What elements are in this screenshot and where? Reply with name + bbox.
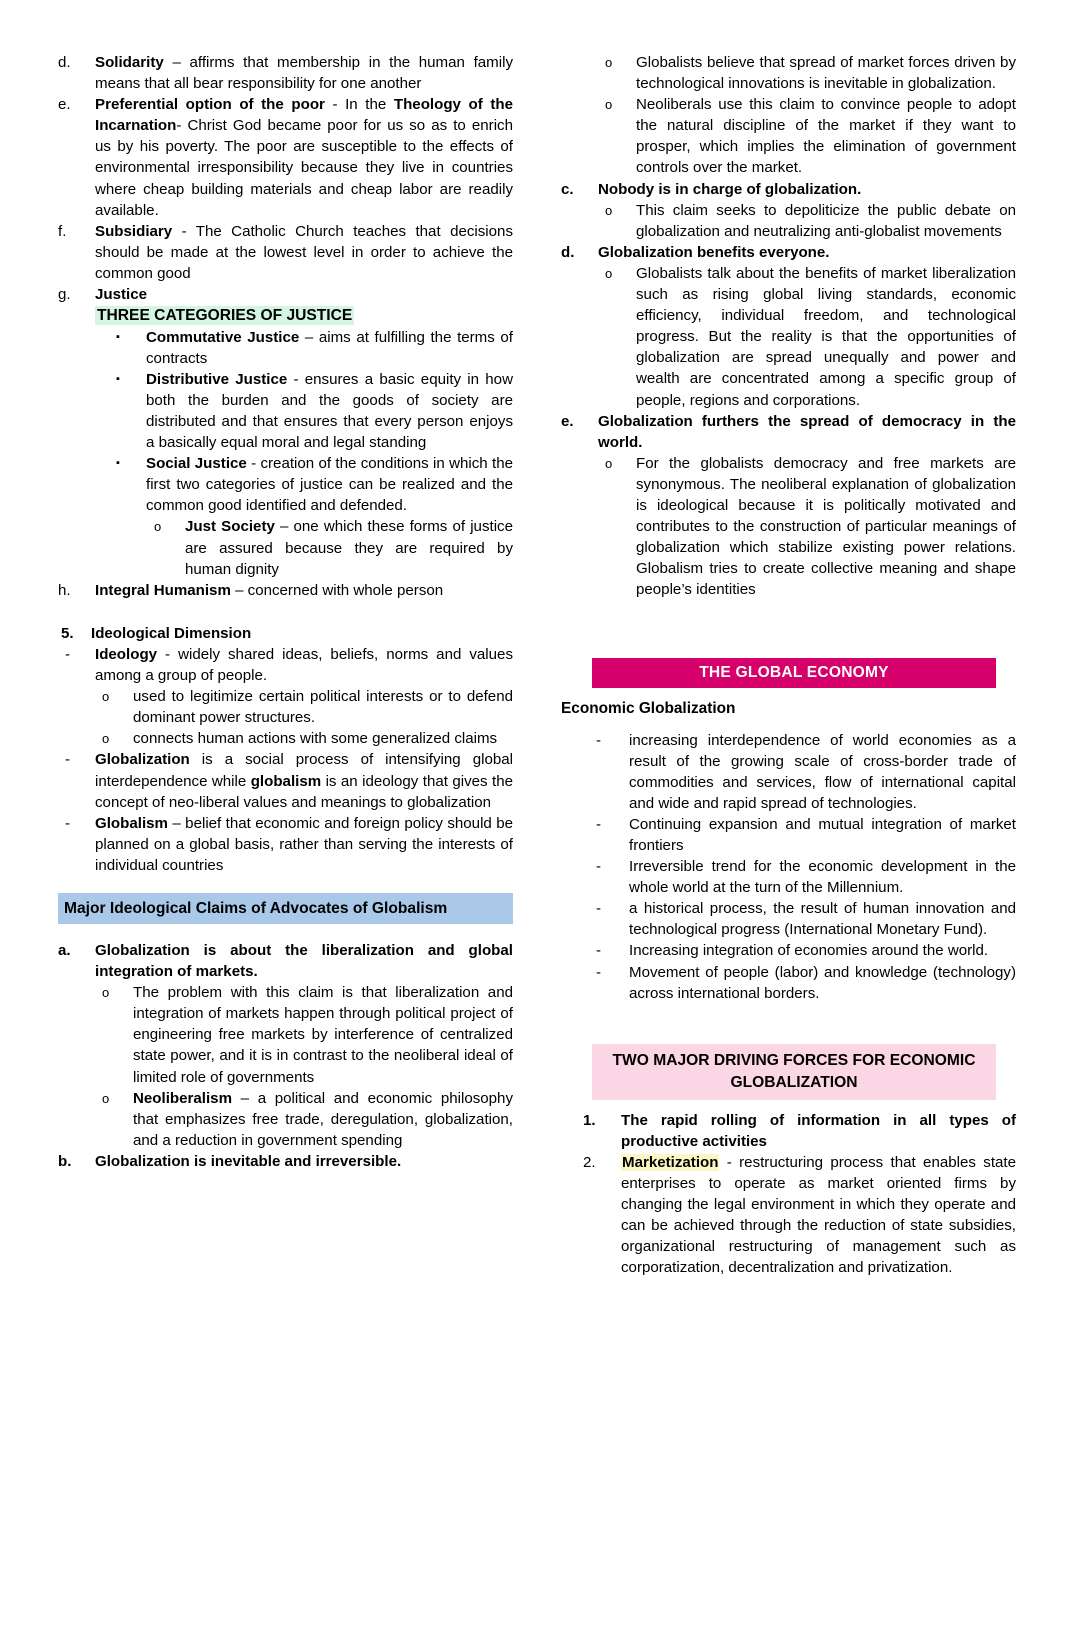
circle-bullet-icon: o <box>605 55 613 70</box>
dash-bullet-icon: - <box>596 858 602 876</box>
list-marker: 5. <box>61 624 74 642</box>
term-distributive-justice: Distributive Justice <box>146 370 288 388</box>
dash-bullet-icon: - <box>65 645 71 663</box>
circle-bullet-icon: o <box>102 985 110 1001</box>
definition-social-justice: - creation of the conditions in which the first two categories of justice can be realized and the common good identified and defended. <box>146 455 513 515</box>
term-neoliberalism: Neoliberalism <box>133 1089 232 1107</box>
right-top-bullet-1-text: Globalists believe that spread of market forces driven by technological innovations is inevitable in globalization. <box>636 54 1016 93</box>
list-marker: h. <box>58 581 71 599</box>
claim-c-sub-1 <box>561 200 1016 242</box>
spacer <box>561 688 1016 698</box>
ideology-sub-text-2: connects human actions with some generalized claims <box>133 730 498 748</box>
claim-a-sub-1-text: The problem with this claim is that liberalization and integration of markets happen through political project of engineering free markets by interference of centralized state power, and it is in contrast to the neoliberal ideal of limited role of governments <box>133 984 513 1086</box>
spacer <box>561 1004 1016 1044</box>
dash-bullet-icon: - <box>596 731 602 749</box>
economic-bullet-6-text: Movement of people (labor) and knowledge (technology) across international borders. <box>629 963 1016 1002</box>
dash-bullet-icon: - <box>596 963 602 981</box>
economic-bullet-4-text: a historical process, the result of human innovation and technological progress (International Monetary Fund). <box>629 900 1016 939</box>
spacer <box>561 1100 1016 1110</box>
dash-bullet-icon: - <box>65 751 71 769</box>
driving-force-1-text: The rapid rolling of information in all types of productive activities <box>621 1111 1016 1150</box>
term-preferential-option: Preferential option of the poor <box>95 96 325 114</box>
economic-bullet-5-text: Increasing integration of economies around the world. <box>629 942 989 960</box>
list-item-ideology-sub-1 <box>58 686 513 728</box>
term-globalization: Globalization <box>95 751 190 769</box>
list-marker: 2. <box>583 1153 596 1171</box>
right-top-bullet-2-text: Neoliberals use this claim to convince people to adopt the natural discipline of the market if they want to prosper, which implies the elimination of government controls over the market. <box>636 96 1016 177</box>
circle-bullet-icon: o <box>605 265 613 281</box>
list-marker: f. <box>58 222 67 240</box>
definition-distributive-justice: - ensures a basic equity in how both the burden and the goods of society are distributed and that ensures that every person enjoys a basically equal moral and legal standing <box>146 370 513 452</box>
square-bullet-icon: ▪ <box>116 372 120 385</box>
definition-neoliberalism: – a political and economic philosophy that emphasizes free trade, deregulation, globalization, and a reduction in government spending <box>133 1089 513 1149</box>
dash-bullet-icon: - <box>596 900 602 918</box>
section-spacer <box>58 601 513 623</box>
list-item-commutative-justice <box>58 327 513 369</box>
term-globalism: Globalism <box>95 814 168 832</box>
economic-bullet-2 <box>561 814 1016 856</box>
claim-d-sub-1 <box>561 263 1016 411</box>
three-categories-heading: THREE CATEGORIES OF JUSTICE <box>97 307 353 325</box>
term-commutative-justice: Commutative Justice <box>146 328 300 346</box>
list-item-justice <box>58 284 513 305</box>
list-marker: g. <box>58 286 71 304</box>
list-item-distributive-justice <box>58 369 513 453</box>
circle-bullet-icon: o <box>102 731 110 747</box>
list-item-social-justice <box>58 453 513 516</box>
claim-e-title: Globalization furthers the spread of democracy in the world. <box>598 412 1016 451</box>
list-item-globalization <box>58 749 513 812</box>
definition-integral-humanism: – concerned with whole person <box>230 581 444 599</box>
economic-bullet-3 <box>561 856 1016 898</box>
right-column <box>561 52 1016 1279</box>
section-ideological-dimension <box>58 623 513 644</box>
claim-c-sub-1-text: This claim seeks to depoliticize the public debate on globalization and neutralizing anti-globalist movements <box>636 201 1016 240</box>
economic-bullet-3-text: Irreversible trend for the economic development in the whole world at the turn of the Millennium. <box>629 858 1016 897</box>
section-title-ideological-dimension: Ideological Dimension <box>91 624 252 642</box>
spacer <box>561 600 1016 658</box>
list-item-ideology <box>58 644 513 686</box>
economic-globalization-heading: Economic Globalization <box>561 700 736 718</box>
term-justice: Justice <box>95 286 148 304</box>
list-marker: e. <box>58 96 71 114</box>
term-globalism-inline: globalism <box>250 772 322 790</box>
claim-d-sub-1-text: Globalists talk about the benefits of market liberalization such as rising global living standards, economic efficiency, individual freedom, and technological progress. But the reality is that the opportunities of globalization are spread unequally and power and wealth are concentrated among a specific group of people, regions and corporations. <box>636 264 1016 409</box>
circle-bullet-icon: o <box>102 689 110 705</box>
claim-d-title: Globalization benefits everyone. <box>598 243 830 261</box>
term-just-society: Just Society <box>185 518 275 536</box>
economic-bullet-4 <box>561 898 1016 940</box>
connector-text: - In the <box>324 96 394 114</box>
global-economy-banner: THE GLOBAL ECONOMY <box>592 658 996 688</box>
term-marketization: Marketization <box>622 1153 719 1171</box>
claim-e-sub-1-text: For the globalists democracy and free markets are synonymous. The neoliberal explanation of globalization is ideological because it is politically motivated and contributes to the construction of particular meanings of globalization which stabilize existing power relations. Globalism tries to create collective meaning and shape people’s identities <box>636 454 1016 599</box>
definition-solidarity: – affirms that membership in the human family means that all bear responsibility for one another <box>95 54 513 93</box>
list-item-solidarity <box>58 52 513 94</box>
claim-a-sub-1 <box>58 982 513 1087</box>
list-marker: d. <box>561 243 575 261</box>
circle-bullet-icon: o <box>102 1090 110 1106</box>
list-item-just-society <box>58 516 513 579</box>
right-top-bullet-2 <box>561 94 1016 178</box>
claim-a <box>58 940 513 982</box>
square-bullet-icon: ▪ <box>116 457 120 470</box>
definition-globalism: – belief that economic and foreign policy should be planned on a global basis, rather than serving the interests of individual countries <box>95 814 513 874</box>
dash-bullet-icon: - <box>596 815 602 833</box>
claim-a-title: Globalization is about the liberalization and global integration of markets. <box>95 941 513 981</box>
list-marker: c. <box>561 180 574 198</box>
ideology-sub-text-1: used to legitimize certain political interests or to defend dominant power structures. <box>133 688 513 727</box>
left-column <box>58 52 513 1172</box>
claim-b <box>58 1151 513 1172</box>
three-categories-heading-row <box>58 305 513 327</box>
term-ideology: Ideology <box>95 645 158 663</box>
globalization-rest-text: is an ideology that gives the concept of neo-liberal values and meanings to globalization <box>95 772 513 811</box>
economic-bullet-1-text: increasing interdependence of world economies as a result of the growing scale of cross-border trade of commodities and services, flow of international capital and wide and rapid spread of technologies. <box>629 731 1016 812</box>
square-bullet-icon: ▪ <box>116 330 120 343</box>
term-solidarity: Solidarity <box>95 54 164 71</box>
circle-bullet-icon: o <box>605 202 613 218</box>
circle-bullet-icon: o <box>154 519 162 535</box>
list-item-ideology-sub-2 <box>58 728 513 749</box>
list-marker: b. <box>58 1152 72 1170</box>
driving-forces-banner: TWO MAJOR DRIVING FORCES FOR ECONOMIC GLOBALIZATION <box>592 1044 996 1100</box>
economic-bullet-6 <box>561 962 1016 1004</box>
list-item-preferential-option <box>58 94 513 221</box>
list-item-subsidiary <box>58 221 513 284</box>
economic-bullet-1 <box>561 730 1016 814</box>
definition-commutative-justice: – aims at fulfilling the terms of contracts <box>146 328 513 367</box>
economic-bullet-2-text: Continuing expansion and mutual integration of market frontiers <box>629 815 1016 854</box>
right-top-bullet-1 <box>561 52 1016 94</box>
list-marker: a. <box>58 941 71 959</box>
circle-bullet-icon: o <box>605 455 613 471</box>
term-social-justice: Social Justice <box>146 455 247 473</box>
two-column-layout <box>58 52 1022 1279</box>
dash-bullet-icon: - <box>65 814 71 832</box>
list-marker: d. <box>58 54 71 71</box>
definition-just-society: – one which these forms of justice are assured because they are required by human dignity <box>185 518 513 578</box>
term-integral-humanism: Integral Humanism <box>95 581 231 599</box>
claim-e-sub-1 <box>561 453 1016 601</box>
major-claims-box: Major Ideological Claims of Advocates of Globalism <box>58 893 513 924</box>
term-theology-incarnation: Theology of the Incarnation <box>95 96 513 135</box>
economic-bullet-5 <box>561 940 1016 961</box>
circle-bullet-icon: o <box>605 97 613 113</box>
list-item-globalism <box>58 813 513 876</box>
driving-force-2 <box>561 1152 1016 1279</box>
claim-c <box>561 179 1016 200</box>
definition-subsidiary: - The Catholic Church teaches that decisions should be made at the lowest level in order to achieve the common good <box>95 222 513 282</box>
list-marker: e. <box>561 412 574 430</box>
claim-e <box>561 411 1016 453</box>
claim-a-sub-2 <box>58 1088 513 1151</box>
driving-force-1 <box>561 1110 1016 1152</box>
definition-ideology: - widely shared ideas, beliefs, norms and values among a group of people. <box>95 645 513 685</box>
spacer <box>58 930 513 940</box>
claim-c-title: Nobody is in charge of globalization. <box>598 180 862 198</box>
claim-d <box>561 242 1016 263</box>
list-item-integral-humanism <box>58 580 513 601</box>
dash-bullet-icon: - <box>596 942 602 960</box>
claim-b-title: Globalization is inevitable and irreversible. <box>95 1152 402 1170</box>
term-subsidiary: Subsidiary <box>95 222 173 240</box>
definition-preferential-option: - Christ God became poor for us so as to enrich us by his poverty. The poor are susceptible to the effects of environmental irresponsibility because they live in countries where cheap building materials and cheap labor are readily available. <box>95 117 513 219</box>
globalization-mid-text: is a social process of intensifying global interdependence while <box>95 751 513 790</box>
definition-marketization: - restructuring process that enables state enterprises to operate as market oriented firms by changing the legal environment in which they operate and can be achieved through the reduction of state subsidies, organizational restructuring of management such as corporatization, decentralization and privatization. <box>621 1153 1016 1277</box>
list-marker: 1. <box>583 1111 596 1129</box>
spacer <box>561 720 1016 730</box>
